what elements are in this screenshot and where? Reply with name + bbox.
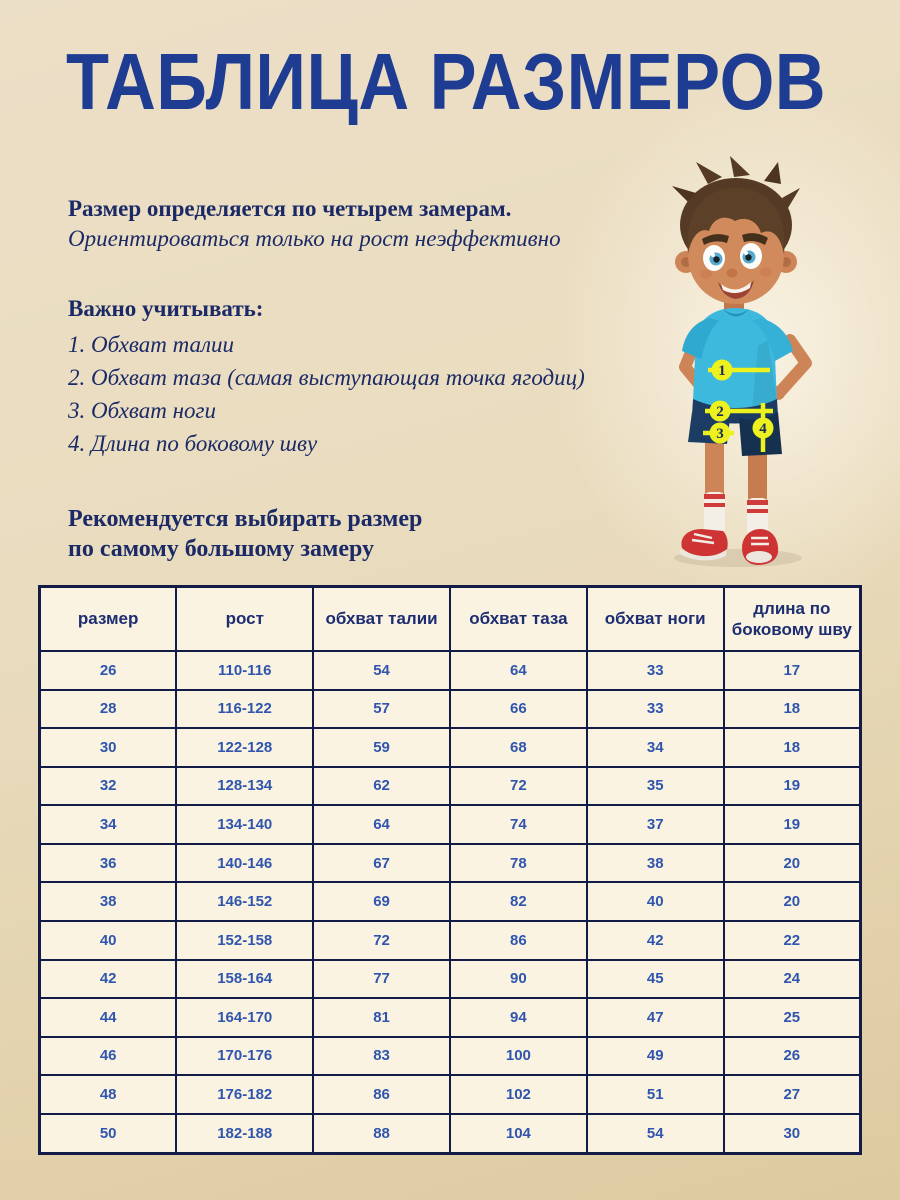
table-cell: 86 xyxy=(450,921,587,960)
table-cell: 66 xyxy=(450,690,587,729)
table-cell: 77 xyxy=(313,960,450,999)
table-cell: 45 xyxy=(587,960,724,999)
table-cell: 50 xyxy=(40,1114,177,1154)
table-cell: 33 xyxy=(587,690,724,729)
table-row xyxy=(40,998,861,1037)
table-row xyxy=(40,844,861,883)
table-row xyxy=(40,921,861,960)
table-cell: 19 xyxy=(724,805,861,844)
table-cell: 38 xyxy=(587,844,724,883)
list-item: 2. Обхват таза (самая выступающая точка ягодиц) xyxy=(68,365,585,390)
boy-figure-svg xyxy=(630,150,900,580)
table-cell: 32 xyxy=(40,767,177,806)
table-cell: 40 xyxy=(40,921,177,960)
table-cell: 182-188 xyxy=(176,1114,313,1154)
table-cell: 152-158 xyxy=(176,921,313,960)
table-cell: 34 xyxy=(587,728,724,767)
size-table-header xyxy=(40,587,861,652)
important-items-list xyxy=(68,328,638,460)
table-cell: 17 xyxy=(724,651,861,690)
table-cell: 134-140 xyxy=(176,805,313,844)
col-header-hips: обхват таза xyxy=(450,587,587,652)
table-cell: 67 xyxy=(313,844,450,883)
table-cell: 27 xyxy=(724,1075,861,1114)
intro-italic-line: Ориентироваться только на рост неэффективно xyxy=(68,226,561,251)
table-cell: 54 xyxy=(587,1114,724,1154)
table-cell: 22 xyxy=(724,921,861,960)
list-item: 1. Обхват талии xyxy=(68,332,235,357)
table-cell: 116-122 xyxy=(176,690,313,729)
table-cell: 176-182 xyxy=(176,1075,313,1114)
table-cell: 69 xyxy=(313,882,450,921)
col-header-leg: обхват ноги xyxy=(587,587,724,652)
table-cell: 140-146 xyxy=(176,844,313,883)
table-row xyxy=(40,960,861,999)
col-header-side-seam: длина по боковому шву xyxy=(724,587,861,652)
table-cell: 26 xyxy=(724,1037,861,1076)
table-row xyxy=(40,1075,861,1114)
table-cell: 54 xyxy=(313,651,450,690)
recommendation-line-2: по самому большому замеру xyxy=(68,536,375,562)
table-cell: 40 xyxy=(587,882,724,921)
table-cell: 74 xyxy=(450,805,587,844)
table-cell: 88 xyxy=(313,1114,450,1154)
table-cell: 20 xyxy=(724,844,861,883)
list-item: 3. Обхват ноги xyxy=(68,398,216,423)
table-row xyxy=(40,767,861,806)
table-cell: 35 xyxy=(587,767,724,806)
intro-bold-line: Размер определяется по четырем замерам. xyxy=(68,196,512,221)
table-cell: 59 xyxy=(313,728,450,767)
table-cell: 72 xyxy=(450,767,587,806)
table-cell: 78 xyxy=(450,844,587,883)
table-cell: 24 xyxy=(724,960,861,999)
table-cell: 100 xyxy=(450,1037,587,1076)
table-cell: 46 xyxy=(40,1037,177,1076)
table-cell: 30 xyxy=(724,1114,861,1154)
table-cell: 104 xyxy=(450,1114,587,1154)
table-cell: 170-176 xyxy=(176,1037,313,1076)
table-cell: 102 xyxy=(450,1075,587,1114)
table-row xyxy=(40,1114,861,1154)
marker-label-4: 4 xyxy=(759,421,767,437)
table-cell: 44 xyxy=(40,998,177,1037)
table-cell: 90 xyxy=(450,960,587,999)
table-cell: 48 xyxy=(40,1075,177,1114)
table-cell: 30 xyxy=(40,728,177,767)
table-row xyxy=(40,651,861,690)
t-shirt xyxy=(682,308,793,410)
table-cell: 28 xyxy=(40,690,177,729)
table-cell: 146-152 xyxy=(176,882,313,921)
table-cell: 64 xyxy=(450,651,587,690)
table-cell: 18 xyxy=(724,690,861,729)
list-item: 4. Длина по боковому шву xyxy=(68,431,318,456)
table-cell: 19 xyxy=(724,767,861,806)
table-cell: 110-116 xyxy=(176,651,313,690)
boy-measurement-illustration xyxy=(630,150,900,580)
table-cell: 68 xyxy=(450,728,587,767)
col-header-height: рост xyxy=(176,587,313,652)
recommendation-line-1: Рекомендуется выбирать размер xyxy=(68,506,423,532)
table-cell: 64 xyxy=(313,805,450,844)
table-cell: 38 xyxy=(40,882,177,921)
table-cell: 33 xyxy=(587,651,724,690)
table-row xyxy=(40,690,861,729)
size-table xyxy=(38,585,862,1155)
table-cell: 86 xyxy=(313,1075,450,1114)
header-row xyxy=(40,587,861,652)
table-cell: 122-128 xyxy=(176,728,313,767)
size-table-body xyxy=(40,651,861,1154)
table-cell: 94 xyxy=(450,998,587,1037)
table-cell: 18 xyxy=(724,728,861,767)
table-cell: 72 xyxy=(313,921,450,960)
table-row xyxy=(40,728,861,767)
table-cell: 20 xyxy=(724,882,861,921)
table-cell: 158-164 xyxy=(176,960,313,999)
table-cell: 57 xyxy=(313,690,450,729)
table-cell: 47 xyxy=(587,998,724,1037)
marker-label-1: 1 xyxy=(718,363,726,379)
table-cell: 26 xyxy=(40,651,177,690)
marker-label-3: 3 xyxy=(716,426,724,442)
col-header-size: размер xyxy=(40,587,177,652)
table-cell: 81 xyxy=(313,998,450,1037)
marker-label-2: 2 xyxy=(716,404,724,420)
table-cell: 37 xyxy=(587,805,724,844)
intro-text-block xyxy=(68,194,638,564)
boy-head xyxy=(672,156,800,304)
table-cell: 25 xyxy=(724,998,861,1037)
table-cell: 82 xyxy=(450,882,587,921)
table-row xyxy=(40,805,861,844)
table-cell: 62 xyxy=(313,767,450,806)
table-cell: 36 xyxy=(40,844,177,883)
table-cell: 51 xyxy=(587,1075,724,1114)
table-cell: 42 xyxy=(40,960,177,999)
page-title: ТАБЛИЦА РАЗМЕРОВ xyxy=(66,37,827,126)
important-heading: Важно учитывать: xyxy=(68,296,264,321)
table-cell: 128-134 xyxy=(176,767,313,806)
table-cell: 49 xyxy=(587,1037,724,1076)
table-cell: 42 xyxy=(587,921,724,960)
table-cell: 164-170 xyxy=(176,998,313,1037)
table-cell: 34 xyxy=(40,805,177,844)
table-row xyxy=(40,1037,861,1076)
table-cell: 83 xyxy=(313,1037,450,1076)
recommendation-text xyxy=(68,504,638,564)
table-row xyxy=(40,882,861,921)
col-header-waist: обхват талии xyxy=(313,587,450,652)
